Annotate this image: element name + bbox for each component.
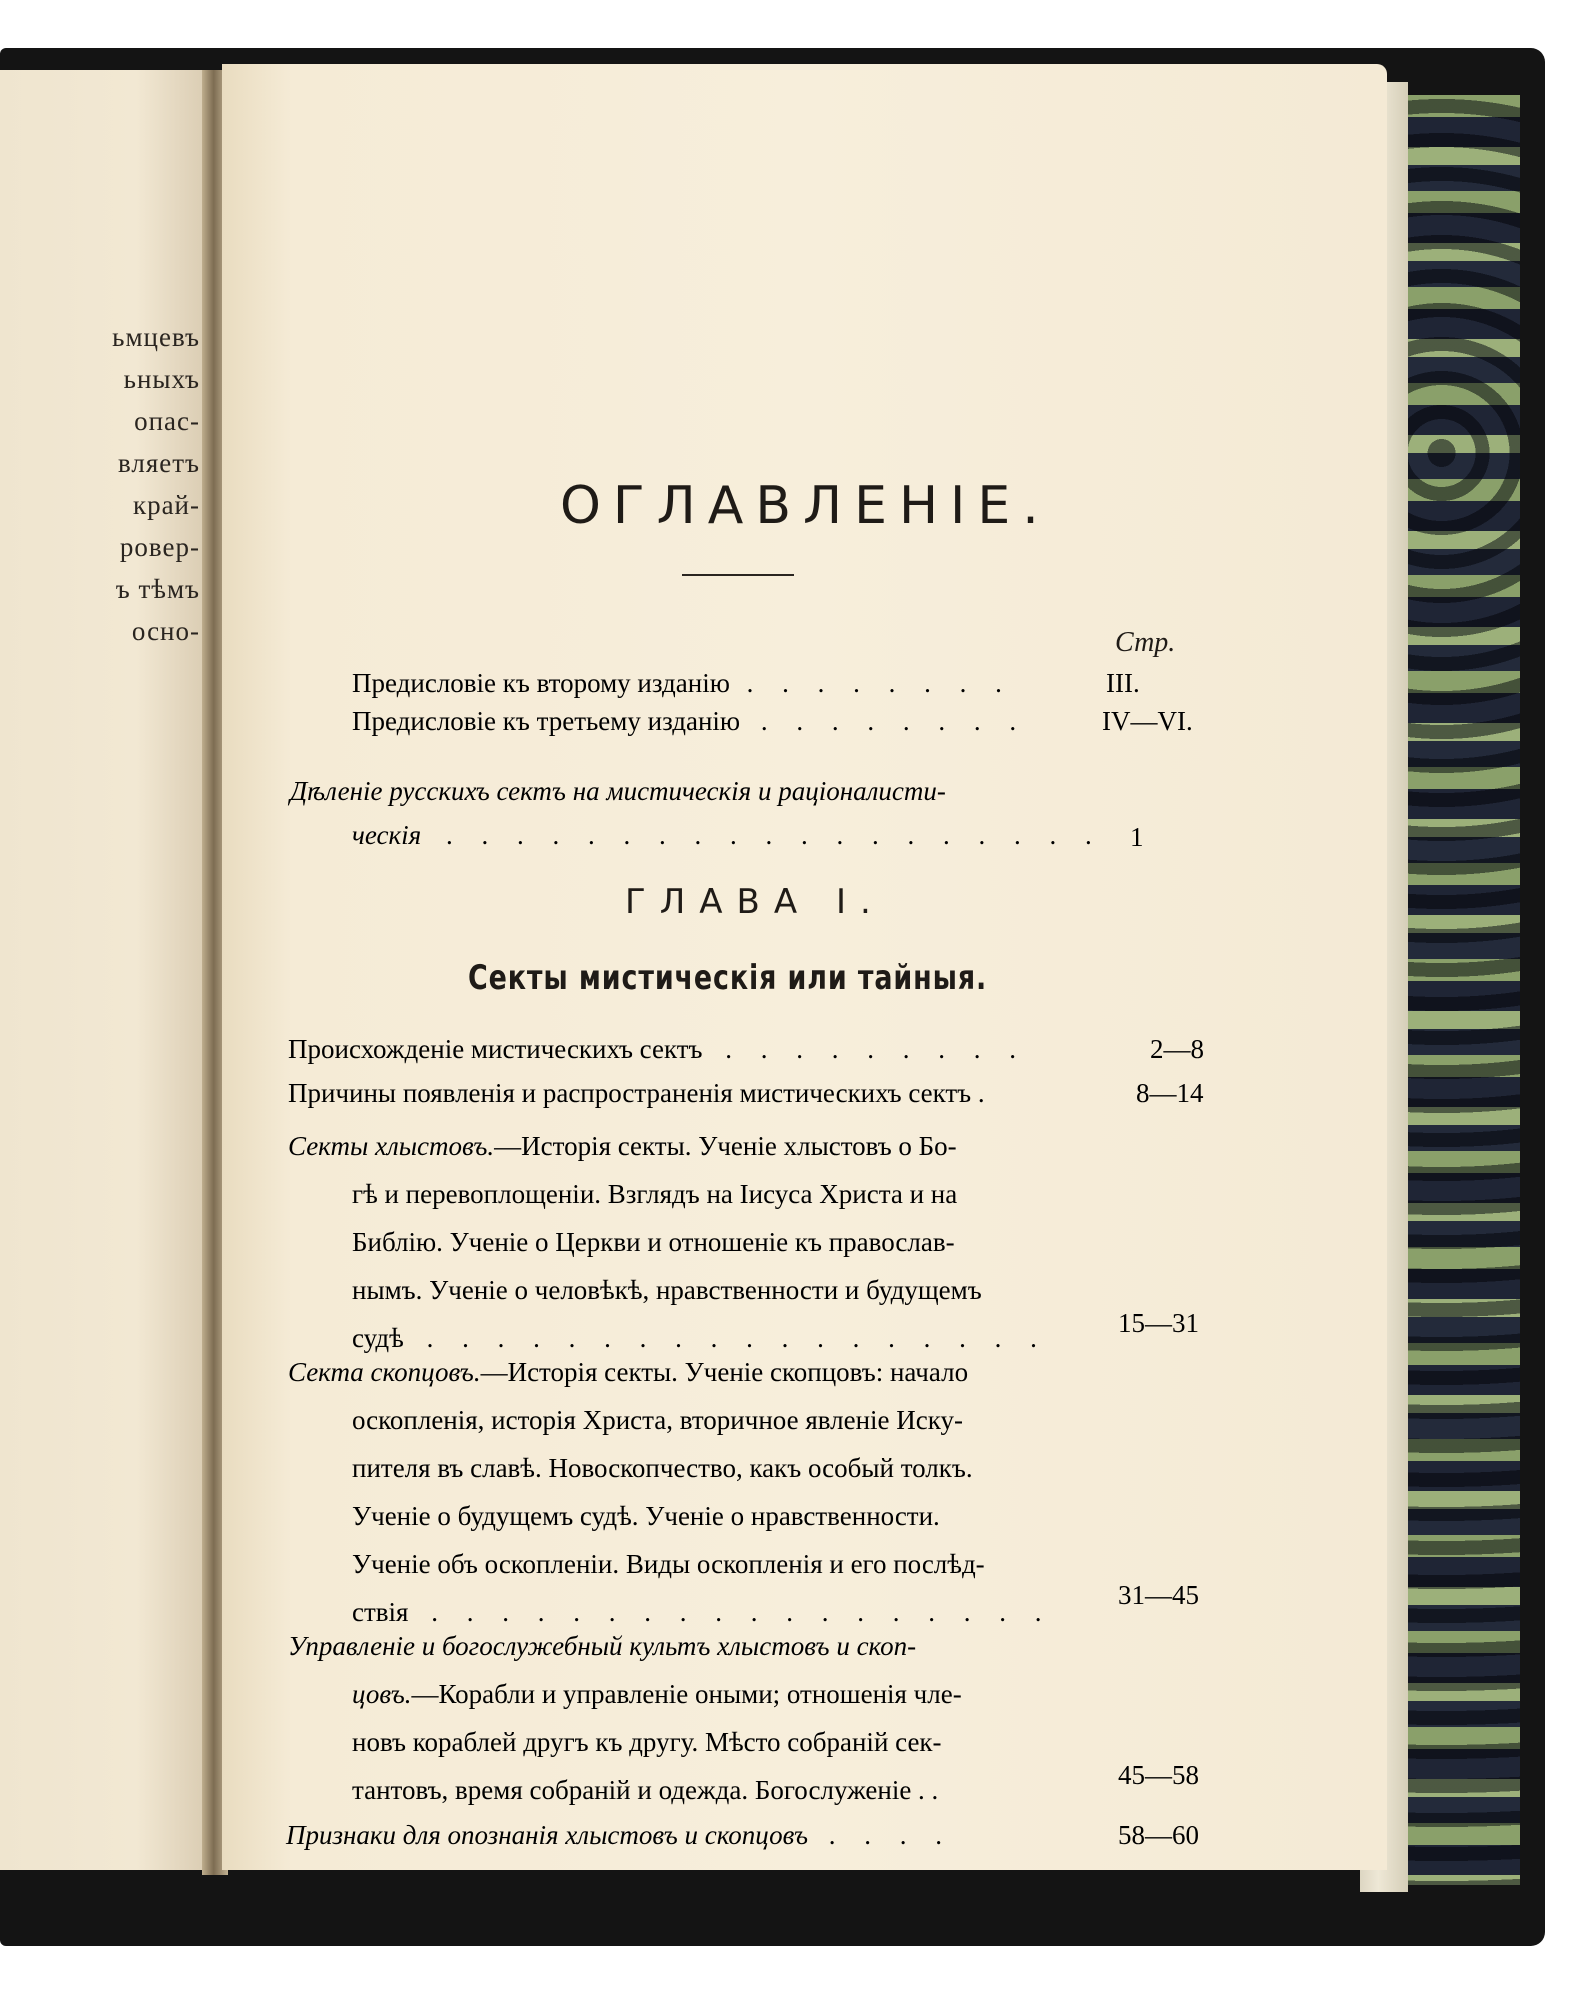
toc-entry xyxy=(286,1816,953,1854)
toc-page-number: 15—31 xyxy=(1118,1308,1199,1338)
paragraph-text: судѣ xyxy=(352,1323,404,1353)
paragraph-line xyxy=(288,1670,962,1718)
left-page-line: край- xyxy=(132,490,200,520)
toc-entry-text: Предисловіе къ второму изданію xyxy=(352,668,730,698)
toc-paragraph-skoptsy xyxy=(288,1348,1052,1636)
toc-paragraph-khlysty xyxy=(288,1122,1048,1362)
paragraph-text: —Исторія секты. Ученіе скопцовъ: начало xyxy=(480,1357,969,1387)
paragraph-line xyxy=(288,1122,1048,1170)
page-title: ОГЛАВЛЕНІЕ. xyxy=(560,476,1051,536)
toc-page-number: 58—60 xyxy=(1118,1820,1199,1850)
paragraph-line: оскопленія, исторія Христа, вторичное явленіе Иску- xyxy=(352,1405,963,1435)
leader-dots: . . . . . . . . xyxy=(760,706,1028,736)
page-column-header: Стр. xyxy=(1115,627,1176,658)
marbled-endpaper xyxy=(1405,95,1520,1885)
paragraph-title: цовъ. xyxy=(352,1679,412,1709)
toc-entry-italic: Дѣленіе русскихъ сектъ на мистическія и раціоналисти- xyxy=(290,776,946,806)
leader-dots: . . . . . . . . . xyxy=(725,1034,1027,1064)
paragraph-line: Библію. Ученіе о Церкви и отношеніе къ православ- xyxy=(352,1227,955,1257)
paragraph-line: пителя въ славѣ. Новоскопчество, какъ особый толкъ. xyxy=(352,1453,973,1483)
chapter-heading: ГЛАВА I. xyxy=(625,882,885,922)
left-page-line: осно- xyxy=(131,616,200,646)
toc-entry-text: Причины появленія и распространенія мистическихъ сектъ . xyxy=(288,1078,985,1108)
left-page-text xyxy=(0,316,200,652)
toc-paragraph-management xyxy=(288,1622,962,1814)
left-page-line: ъ тѣмъ xyxy=(115,574,200,604)
paragraph-line: гѣ и перевоплощеніи. Взглядъ на Іисуса Христа и на xyxy=(352,1179,958,1209)
left-page-line: вляетъ xyxy=(117,448,200,478)
toc-page-number: 2—8 xyxy=(1150,1034,1204,1064)
paragraph-line: тантовъ, время собраній и одежда. Богослуженіе . . xyxy=(352,1775,939,1805)
paragraph-line: новъ кораблей другъ къ другу. Мѣсто собраній сек- xyxy=(352,1727,942,1757)
toc-entry xyxy=(352,664,1013,702)
left-page-line: ровер- xyxy=(119,532,200,562)
paragraph-title: Управленіе и богослужебный культъ хлыстовъ и скоп- xyxy=(288,1631,917,1661)
toc-entry xyxy=(288,1030,1027,1068)
toc-entry-text: Происхожденіе мистическихъ сектъ xyxy=(288,1034,703,1064)
paragraph-line: Ученіе о будущемъ судѣ. Ученіе о нравственности. xyxy=(352,1501,940,1531)
toc-page-number: 31—45 xyxy=(1118,1580,1199,1610)
paragraph-text: ствія xyxy=(352,1597,409,1627)
paragraph-text: —Корабли и управленіе оными; отношенія чле- xyxy=(411,1679,962,1709)
paragraph-title: Секты хлыстовъ. xyxy=(288,1131,495,1161)
paragraph-line: нымъ. Ученіе о человѣкѣ, нравственности и будущемъ xyxy=(352,1275,982,1305)
toc-entry xyxy=(352,816,1103,854)
toc-entry xyxy=(352,702,1027,740)
toc-page-number: 45—58 xyxy=(1118,1760,1199,1790)
toc-page-number: III. xyxy=(1106,668,1140,698)
left-page-line: ьмцевъ xyxy=(112,322,200,352)
toc-entry-text: Предисловіе къ третьему изданію xyxy=(352,706,741,736)
toc-entry-text: ческія xyxy=(352,820,422,850)
paragraph-title: Секта скопцовъ. xyxy=(288,1357,481,1387)
paragraph-line xyxy=(288,1348,1052,1396)
left-page-line: ьныхъ xyxy=(123,364,200,394)
toc-entry xyxy=(288,1074,985,1112)
leader-dots: . . . . . . . . xyxy=(746,668,1013,698)
title-rule xyxy=(682,574,794,576)
leader-dots: . . . . . . . . . . . . . . . . . . xyxy=(431,1597,1053,1627)
left-page xyxy=(0,70,210,1870)
toc-entry-text: Признаки для опознанія хлыстовъ и скопцовъ xyxy=(286,1820,809,1850)
leader-dots: . . . . . . . . . . . . . . . . . . . xyxy=(445,820,1103,850)
toc-page-number: IV—VI. xyxy=(1102,706,1193,736)
toc-page-number: 8—14 xyxy=(1136,1078,1204,1108)
paragraph-text: —Исторія секты. Ученіе хлыстовъ о Бо- xyxy=(494,1131,957,1161)
leader-dots: . . . . . . . . . . . . . . . . . . xyxy=(426,1323,1048,1353)
leader-dots: . . . . xyxy=(828,1820,954,1850)
toc-page-number: 1 xyxy=(1130,822,1144,852)
left-page-line: опас- xyxy=(134,406,200,436)
section-heading: Секты мистическія или тайныя. xyxy=(468,958,988,998)
paragraph-line: Ученіе объ оскопленіи. Виды оскопленія и его послѣд- xyxy=(352,1549,985,1579)
